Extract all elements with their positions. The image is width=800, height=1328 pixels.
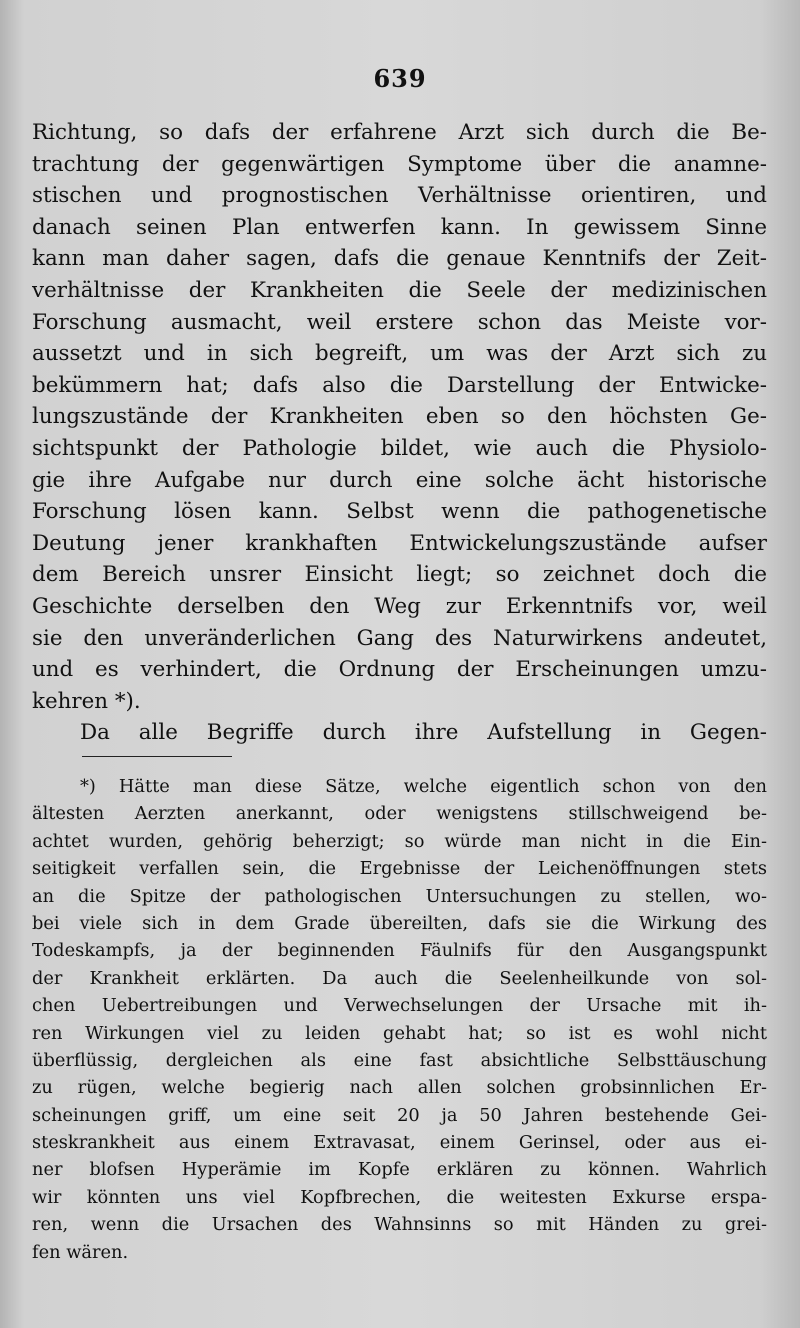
text-line: dem Bereich unsrer Einsicht liegt; so zeichnet doch die [32, 562, 767, 588]
footnote-line: ner blofsen Hyperämie im Kopfe erklären zu können. Wahrlich [32, 1159, 767, 1181]
footnote-line: achtet wurden, gehörig beherzigt; so würde man nicht in die Ein- [32, 830, 767, 852]
footnote-line: überflüssig, dergleichen als eine fast absichtliche Selbsttäuschung [32, 1049, 767, 1071]
text-line: verhältnisse der Krankheiten die Seele der medizinischen [32, 277, 767, 303]
text-line: danach seinen Plan entwerfen kann. In gewissem Sinne [32, 214, 767, 240]
footnote-separator [82, 756, 232, 757]
text-line: trachtung der gegenwärtigen Symptome über die anamne- [32, 151, 767, 177]
footnote-line: bei viele sich in dem Grade übereilten, dafs sie die Wirkung des [32, 912, 767, 934]
text-line: Forschung lösen kann. Selbst wenn die pathogenetische [32, 499, 767, 525]
text-line: Geschichte derselben den Weg zur Erkenntnifs vor, weil [32, 593, 767, 619]
footnote-line: seitigkeit verfallen sein, die Ergebnisse der Leichenöffnungen stets [32, 858, 767, 880]
text-line: Forschung ausmacht, weil erstere schon das Meiste vor- [32, 309, 767, 335]
text-line: sie den unveränderlichen Gang des Naturwirkens andeutet, [32, 625, 767, 651]
text-line: stischen und prognostischen Verhältnisse orientiren, und [32, 183, 767, 209]
text-line: gie ihre Aufgabe nur durch eine solche ächt historische [32, 467, 767, 493]
page-number: 639 [373, 64, 427, 93]
text-line: lungszustände der Krankheiten eben so den höchsten Ge- [32, 404, 767, 430]
footnote-line: Todeskampfs, ja der beginnenden Fäulnifs für den Ausgangspunkt [32, 940, 767, 962]
footnote-line: chen Uebertreibungen und Verwechselungen der Ursache mit ih- [32, 995, 767, 1017]
text-line: sichtspunkt der Pathologie bildet, wie auch die Physiolo- [32, 435, 767, 461]
main-text-block [32, 117, 767, 749]
footnote-line: wir könnten uns viel Kopfbrechen, die weitesten Exkurse erspa- [32, 1186, 767, 1208]
text-line: bekümmern hat; dafs also die Darstellung der Entwicke- [32, 372, 767, 398]
text-line: kann man daher sagen, dafs die genaue Kenntnifs der Zeit- [32, 246, 767, 272]
footnote-line: scheinungen griff, um eine seit 20 ja 50 Jahren bestehende Gei- [32, 1104, 767, 1126]
footnote-line: ren Wirkungen viel zu leiden gehabt hat; so ist es wohl nicht [32, 1022, 767, 1044]
footnote-line: der Krankheit erklärten. Da auch die Seelenheilkunde von sol- [32, 967, 767, 989]
footnote-block [32, 773, 767, 1266]
footnote-line: an die Spitze der pathologischen Untersuchungen zu stellen, wo- [32, 885, 767, 907]
paragraph-start-line: Da alle Begriffe durch ihre Aufstellung in Gegen- [80, 720, 767, 746]
text-line: Deutung jener krankhaften Entwickelungszustände aufser [32, 530, 767, 556]
footnote-line: ren, wenn die Ursachen des Wahnsinns so mit Händen zu grei- [32, 1214, 767, 1236]
text-line: aussetzt und in sich begreift, um was der Arzt sich zu [32, 341, 767, 367]
footnote-line: *) Hätte man diese Sätze, welche eigentlich schon von den [80, 776, 767, 797]
text-line: kehren *). [32, 688, 141, 714]
text-line: Richtung, so dafs der erfahrene Arzt sich durch die Be- [32, 120, 767, 145]
text-line: und es verhindert, die Ordnung der Erscheinungen umzu- [32, 657, 767, 683]
footnote-line: fen wären. [32, 1241, 129, 1263]
footnote-line: ältesten Aerzten anerkannt, oder wenigstens stillschweigend be- [32, 803, 767, 825]
footnote-line: steskrankheit aus einem Extravasat, einem Gerinsel, oder aus ei- [32, 1132, 767, 1154]
footnote-line: zu rügen, welche begierig nach allen solchen grobsinnlichen Er- [32, 1077, 767, 1099]
